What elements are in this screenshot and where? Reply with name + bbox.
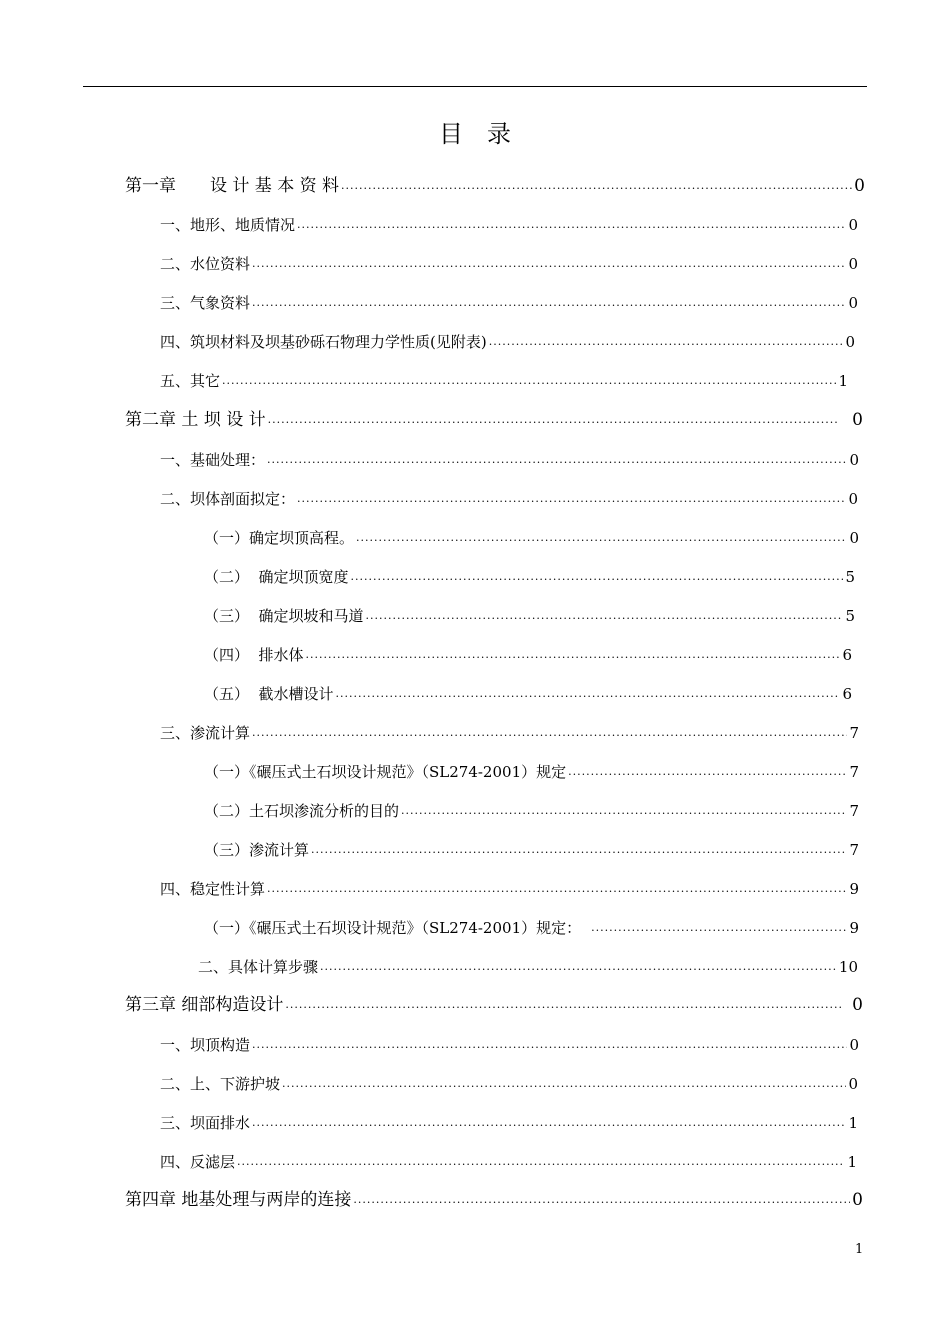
- toc-entry-text: 一、地形、地质情况: [160, 216, 296, 234]
- toc-leader: [341, 179, 852, 193]
- toc-entry-page: 1: [847, 1153, 857, 1171]
- toc-entry-page: 6: [842, 685, 852, 703]
- toc-leader: [252, 257, 846, 271]
- toc-leader: [356, 531, 847, 545]
- toc-leader: [320, 960, 837, 974]
- toc-entry-page: 0: [845, 333, 855, 351]
- toc-entry-page: 0: [848, 255, 858, 273]
- toc-leader: [311, 843, 847, 857]
- toc-entry-text: 一、基础处理：: [160, 451, 266, 469]
- toc-entry-text: 第三章 细部构造设计: [125, 995, 284, 1015]
- toc-entry-page: 0: [848, 1075, 858, 1093]
- toc-entry-text: 四、反滤层: [160, 1153, 236, 1171]
- toc-entry-page: 7: [849, 802, 859, 820]
- toc-entry-text: （三） 确定坝坡和马道: [204, 607, 364, 625]
- toc-entry-page: 0: [852, 995, 863, 1015]
- toc-entry[interactable]: [160, 1035, 859, 1055]
- toc-entry-text: （一）《碾压式土石坝设计规范》（SL274-2001）规定: [204, 763, 567, 781]
- toc-entry[interactable]: [160, 879, 859, 899]
- toc-entry-text: 四、稳定性计算: [160, 880, 266, 898]
- toc-entry[interactable]: [160, 450, 859, 470]
- toc-entry[interactable]: [160, 723, 859, 743]
- toc-entry[interactable]: [204, 645, 852, 665]
- toc-entry[interactable]: [204, 567, 855, 587]
- toc-entry-page: 1: [838, 372, 848, 390]
- toc-leader: [351, 570, 844, 584]
- toc-entry-text: 五、其它: [160, 372, 221, 390]
- toc-leader: [237, 1155, 845, 1169]
- toc-entry-page: 5: [845, 568, 855, 586]
- toc-leader: [222, 374, 836, 388]
- toc-entry-text: 四、筑坝材料及坝基砂砾石物理力学性质(见附表): [160, 333, 487, 351]
- toc-entry-text: 第四章 地基处理与两岸的连接: [125, 1190, 352, 1210]
- toc-entry-text: 三、气象资料: [160, 294, 251, 312]
- toc-entry-text: （一）确定坝顶高程。: [204, 529, 355, 547]
- toc-leader: [252, 296, 846, 310]
- toc-leader: [252, 726, 847, 740]
- toc-entry-page: 0: [849, 1036, 859, 1054]
- toc-entry[interactable]: [160, 371, 848, 391]
- toc-entry-page: 0: [848, 490, 858, 508]
- toc-entry-text: 一、坝顶构造: [160, 1036, 251, 1054]
- toc-entry-text: 二、上、下游护坡: [160, 1075, 281, 1093]
- toc-entry[interactable]: [160, 293, 858, 313]
- toc-leader: [591, 921, 847, 935]
- toc-leader: [297, 492, 846, 506]
- toc-entry[interactable]: [204, 606, 855, 626]
- toc-entry-text: （四） 排水体: [204, 646, 304, 664]
- toc-entry-page: 6: [842, 646, 852, 664]
- toc-entry-text: 二、水位资料: [160, 255, 251, 273]
- toc-entry-page: 0: [852, 1190, 863, 1210]
- toc-leader: [282, 1077, 846, 1091]
- toc-entry-page: 1: [848, 1114, 858, 1132]
- toc-entry-page: 7: [849, 763, 859, 781]
- toc-entry[interactable]: [160, 489, 858, 509]
- toc-entry-text: 三、渗流计算: [160, 724, 251, 742]
- toc-entry-text: （二）土石坝渗流分析的目的: [204, 802, 400, 820]
- toc-entry-page: 9: [849, 880, 859, 898]
- toc-entry[interactable]: [204, 762, 859, 782]
- toc-entry-page: 5: [845, 607, 855, 625]
- toc-leader: [353, 1193, 850, 1207]
- toc-entry-page: 10: [838, 958, 858, 976]
- toc-entry-chapter-3[interactable]: [125, 995, 863, 1015]
- toc-entry-page: 0: [849, 451, 859, 469]
- toc-entry-chapter-1[interactable]: [125, 176, 865, 196]
- toc-entry[interactable]: [204, 684, 852, 704]
- toc-entry[interactable]: [160, 1074, 858, 1094]
- toc-leader: [489, 335, 844, 349]
- toc-leader: [306, 648, 841, 662]
- toc-entry[interactable]: [198, 957, 858, 977]
- toc-entry-page: 0: [848, 294, 858, 312]
- toc-entry-page: 0: [852, 410, 863, 430]
- toc-entry[interactable]: [160, 215, 858, 235]
- toc-entry[interactable]: [160, 332, 855, 352]
- toc-leader: [267, 453, 847, 467]
- toc-entry-page: 9: [849, 919, 859, 937]
- toc-title: 目录: [439, 120, 535, 148]
- toc-entry-page: 0: [854, 176, 865, 196]
- toc-entry-text: 第二章 土 坝 设 计: [125, 410, 266, 430]
- toc-leader: [268, 413, 839, 427]
- toc-entry[interactable]: [204, 918, 859, 938]
- toc-entry-text: （三）渗流计算: [204, 841, 310, 859]
- toc-entry-text: 第一章 设 计 基 本 资 料: [125, 176, 340, 196]
- toc-leader: [267, 882, 847, 896]
- toc-leader: [336, 687, 841, 701]
- toc-entry[interactable]: [160, 254, 858, 274]
- toc-entry-text: （一）《碾压式土石坝设计规范》（SL274-2001）规定：: [204, 919, 582, 937]
- toc-leader: [252, 1116, 846, 1130]
- toc-entry-page: 0: [849, 529, 859, 547]
- toc-entry-chapter-2[interactable]: [125, 410, 863, 430]
- toc-leader: [252, 1038, 847, 1052]
- toc-entry-text: （二） 确定坝顶宽度: [204, 568, 349, 586]
- toc-entry-text: （五） 截水槽设计: [204, 685, 334, 703]
- toc-entry-text: 二、坝体剖面拟定：: [160, 490, 296, 508]
- toc-leader: [401, 804, 847, 818]
- page-number: 1: [855, 1242, 864, 1257]
- toc-entry[interactable]: [204, 840, 859, 860]
- toc-entry[interactable]: [160, 1152, 857, 1172]
- toc-entry[interactable]: [160, 1113, 858, 1133]
- toc-leader: [285, 998, 842, 1012]
- toc-leader: [297, 218, 846, 232]
- toc-entry[interactable]: [204, 528, 859, 548]
- toc-entry-text: 二、具体计算步骤: [198, 958, 319, 976]
- toc-entry-page: 7: [849, 724, 859, 742]
- toc-entry-chapter-4[interactable]: [125, 1190, 863, 1210]
- toc-entry-text: 三、坝面排水: [160, 1114, 251, 1132]
- toc-entry-page: 7: [849, 841, 859, 859]
- toc-leader: [568, 765, 847, 779]
- toc-entry-page: 0: [848, 216, 858, 234]
- toc-leader: [366, 609, 844, 623]
- toc-entry[interactable]: [204, 801, 859, 821]
